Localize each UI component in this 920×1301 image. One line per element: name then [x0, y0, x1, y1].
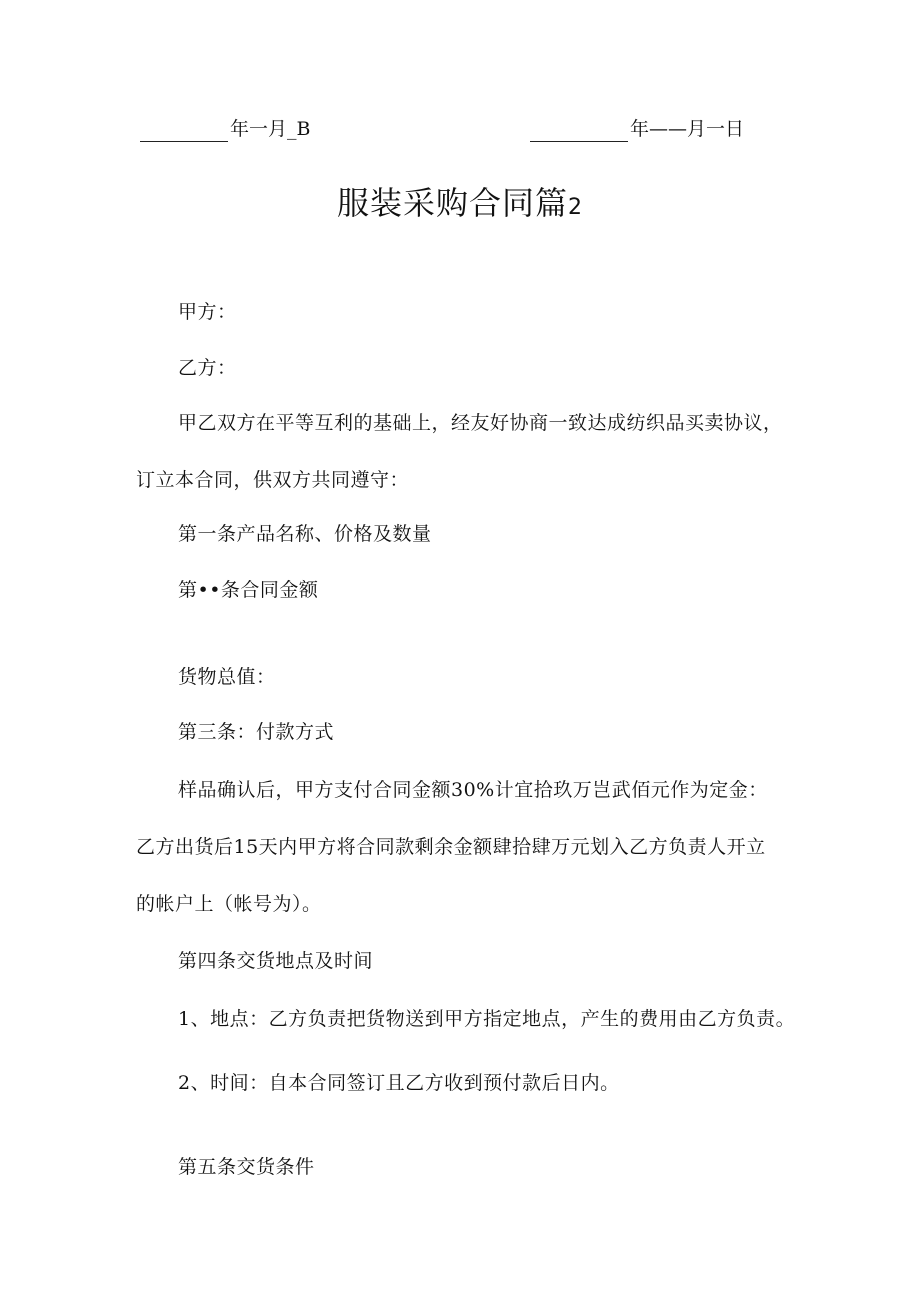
date-blank-right [530, 121, 628, 142]
date-left-text: 年一月_B [230, 118, 311, 140]
party-a-line: 甲方： [178, 301, 237, 323]
article-5-heading: 第五条交货条件 [178, 1156, 315, 1178]
page-title-text: 服装采购合同篇 [336, 184, 568, 222]
payment-line-2: 乙方出货后15天内甲方将合同款剩余金额肆拾肆万元划入乙方负责人开立 [136, 836, 766, 858]
total-value-line: 货物总值： [178, 666, 276, 688]
delivery-time-line: 2、时间：自本合同签订且乙方收到预付款后日内。 [178, 1072, 620, 1094]
article-3-heading: 第三条：付款方式 [178, 721, 335, 743]
article-2-heading: 第••条合同金额 [178, 579, 319, 601]
article-4-heading: 第四条交货地点及时间 [178, 950, 374, 972]
article-1-heading: 第一条产品名称、价格及数量 [178, 523, 432, 545]
page-title-suffix: 2 [568, 195, 583, 220]
date-right-text: 年——月一日 [630, 118, 745, 140]
date-blank-left [140, 121, 228, 142]
intro-line-1: 甲乙双方在平等互利的基础上，经友好协商一致达成纺织品买卖协议， [178, 412, 783, 434]
date-left [140, 116, 310, 142]
intro-line-2: 订立本合同，供双方共同遵守： [136, 469, 410, 491]
date-right [530, 116, 744, 142]
page-title [0, 183, 920, 228]
payment-line-3: 的帐户上（帐号为）。 [136, 893, 322, 915]
party-b-line: 乙方： [178, 357, 237, 379]
delivery-location-line: 1、地点：乙方负责把货物送到甲方指定地点，产生的费用由乙方负责。 [178, 1008, 796, 1030]
payment-line-1: 样品确认后，甲方支付合同金额30%计宜拾玖万岂武佰元作为定金： [178, 779, 768, 801]
